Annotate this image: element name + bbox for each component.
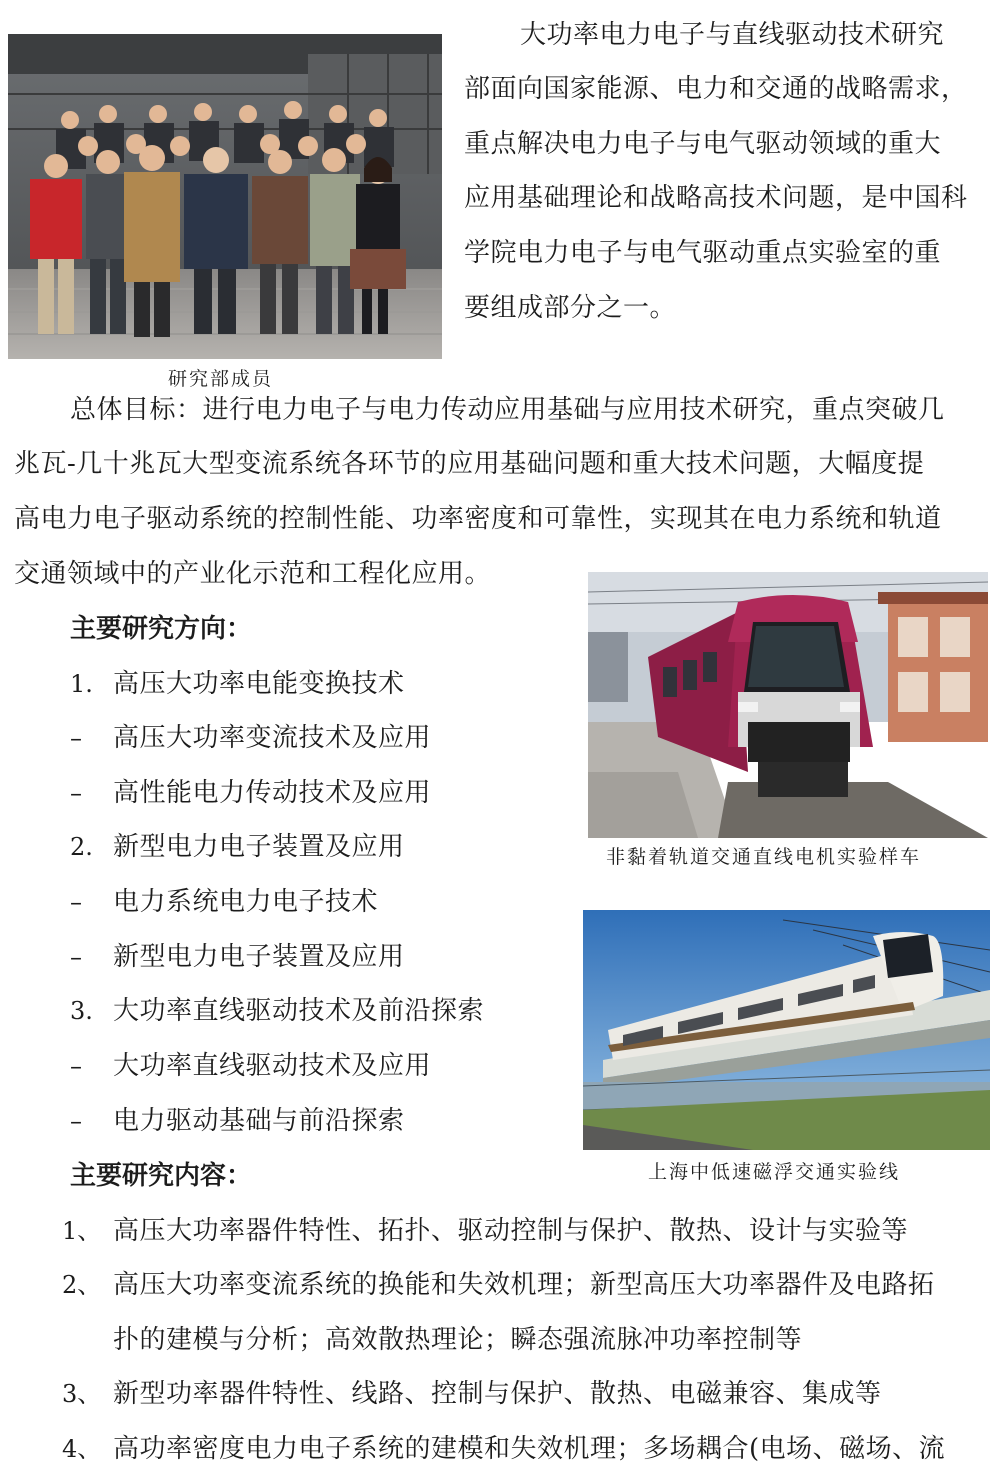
intro-line-4: 应用基础理论和战略高技术问题，是中国科: [464, 183, 968, 213]
intro-line-2: 部面向国家能源、电力和交通的战略需求，: [464, 74, 968, 104]
train-photo-caption: 非黏着轨道交通直线电机实验样车: [606, 846, 922, 868]
team-photo: [8, 34, 442, 359]
direction-item: 高性能电力传动技术及应用: [113, 778, 432, 808]
goal-line-2: 兆瓦-几十兆瓦大型变流系统各环节的应用基础问题和重大技术问题，大幅度提: [14, 449, 925, 479]
direction-item: 新型电力电子装置及应用: [113, 942, 405, 972]
intro-line-3: 重点解决电力电子与电气驱动领域的重大: [464, 129, 942, 159]
direction-marker: –: [70, 1052, 82, 1080]
direction-marker: 3.: [70, 997, 93, 1025]
goal-line-4: 交通领域中的产业化示范和工程化应用。: [14, 559, 492, 589]
content-marker: 3、: [62, 1380, 102, 1408]
direction-item: 大功率直线驱动技术及前沿探索: [113, 996, 485, 1026]
direction-item: 电力系统电力电子技术: [113, 887, 379, 917]
directions-heading: 主要研究方向：: [70, 614, 253, 644]
direction-marker: –: [70, 724, 82, 752]
content-marker: 1、: [62, 1217, 102, 1245]
direction-item: 新型电力电子装置及应用: [113, 832, 405, 862]
maglev-photo: [583, 910, 990, 1150]
intro-line-6: 要组成部分之一。: [464, 293, 677, 323]
direction-item: 大功率直线驱动技术及应用: [113, 1051, 432, 1081]
goal-line-1: 总体目标：进行电力电子与电力传动应用基础与应用技术研究，重点突破几: [70, 395, 945, 425]
contents-heading: 主要研究内容：: [70, 1161, 253, 1191]
direction-marker: 1.: [70, 670, 93, 698]
content-line: 新型功率器件特性、线路、控制与保护、散热、电磁兼容、集成等: [113, 1379, 882, 1409]
content-marker: 2、: [62, 1271, 102, 1299]
direction-item: 高压大功率电能变换技术: [113, 669, 405, 699]
direction-marker: 2.: [70, 833, 93, 861]
intro-line-5: 学院电力电子与电气驱动重点实验室的重: [464, 238, 942, 268]
intro-line-1: 大功率电力电子与直线驱动技术研究: [520, 20, 945, 50]
team-photo-caption: 研究部成员: [168, 368, 274, 390]
direction-marker: –: [70, 888, 82, 916]
content-line: 高压大功率变流系统的换能和失效机理；新型高压大功率器件及电路拓: [113, 1270, 935, 1300]
content-marker: 4、: [62, 1435, 102, 1463]
direction-item: 高压大功率变流技术及应用: [113, 723, 432, 753]
direction-item: 电力驱动基础与前沿探索: [113, 1106, 405, 1136]
content-line: 扑的建模与分析；高效散热理论；瞬态强流脉冲功率控制等: [113, 1325, 803, 1355]
content-line: 高功率密度电力电子系统的建模和失效机理；多场耦合(电场、磁场、流: [113, 1434, 946, 1464]
goal-line-3: 高电力电子驱动系统的控制性能、功率密度和可靠性，实现其在电力系统和轨道: [14, 504, 942, 534]
direction-marker: –: [70, 779, 82, 807]
train-photo: [588, 572, 988, 838]
content-line: 高压大功率器件特性、拓扑、驱动控制与保护、散热、设计与实验等: [113, 1216, 909, 1246]
maglev-photo-caption: 上海中低速磁浮交通实验线: [648, 1161, 901, 1183]
direction-marker: –: [70, 1107, 82, 1135]
direction-marker: –: [70, 943, 82, 971]
